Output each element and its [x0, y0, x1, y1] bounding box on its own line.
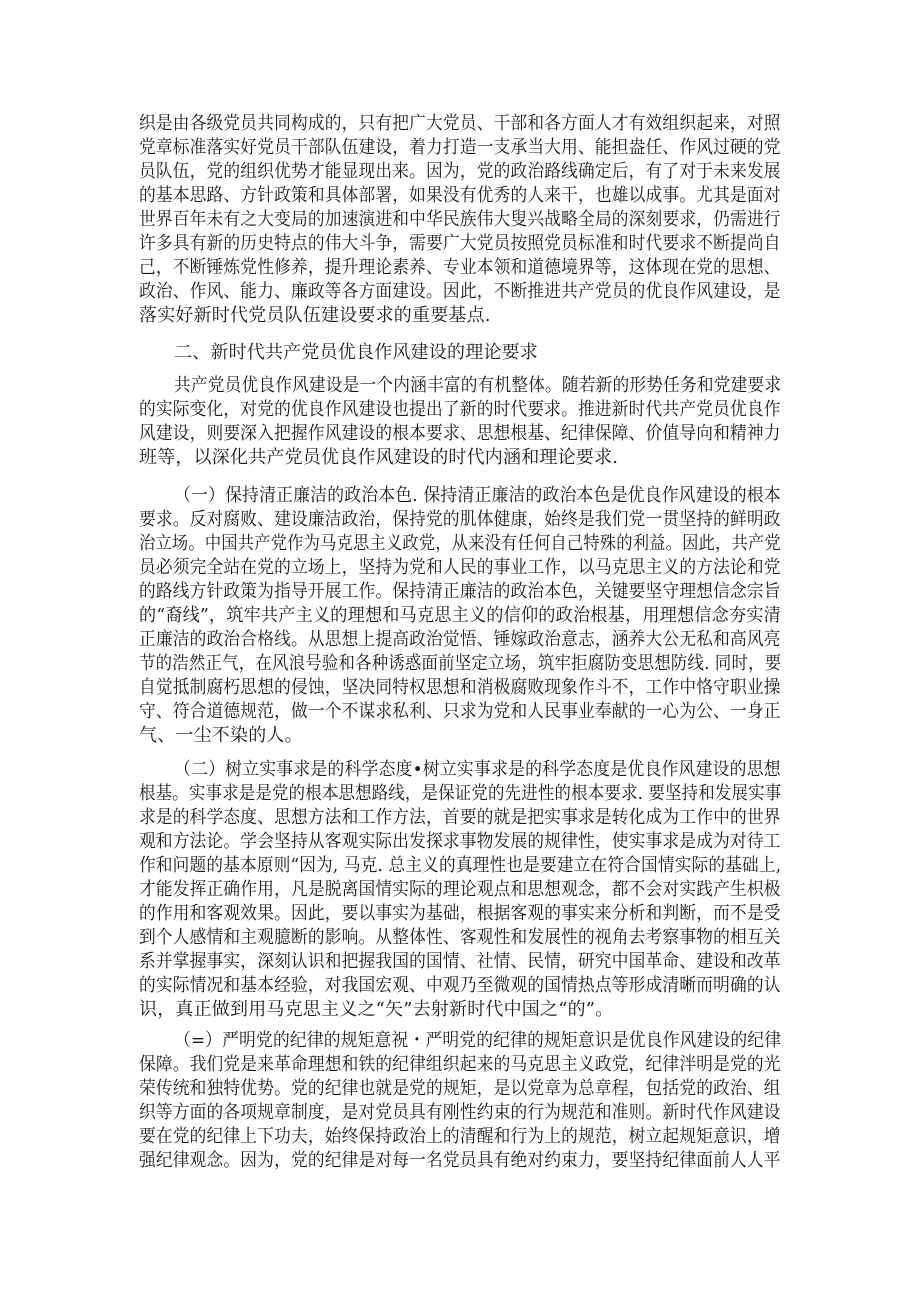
- paragraph-4-line: 根基。实事求是是党的根本思想路线，是保证党的先进性的根本要求. 要坚持和发展实事: [139, 783, 782, 804]
- paragraph-4-line: 的实际情况和基本经验，对我国宏观、中观乃至微观的国情热点等形成清晰而明确的认: [139, 975, 781, 996]
- paragraph-3-line: 的路线方针政策为指导开展工作。保持清正廉洁的政治本色，关键要坚守理想信念宗旨: [139, 581, 781, 602]
- paragraph-1-line: 政治、作风、能力、廉政等各方面建设。因此，不断推进共产党员的优良作风建设，是: [139, 281, 781, 302]
- paragraph-4-line: 系并掌握事实，深刻认识和把握我国的国情、社情、民情，研究中国革命、建设和改革: [139, 951, 781, 972]
- paragraph-1-line: 员队伍，党的组织优势才能显现出来。因为，党的政治路线确定后，有了对于未来发展: [139, 161, 781, 182]
- paragraph-4-line: 才能发挥正确作用，凡是脱离国情实际的理论观点和思想观念，都不会对实践产生枳极: [139, 879, 781, 900]
- paragraph-3-line: 节的浩然正气，在风浪号验和各种诱惑面前坚定立场，筑牢拒腐防变思想防线. 同时，要: [139, 653, 782, 674]
- paragraph-1-line: 落实好新时代党员队伍建设要求的重要基点.: [139, 305, 491, 326]
- paragraph-2-line: 共产党员优良作风建设是一个内涵丰富的有机整体。随若新的形势任务和党建要求: [174, 375, 782, 396]
- paragraph-4-line: 识，真正做到用马克思主义之“矢”去射新时代中国之“的”。: [139, 999, 614, 1020]
- paragraph-3-line: （一）保持清正廉洁的政治本色. 保持清正廉洁的政治本色是优良作风建设的根本: [174, 485, 781, 506]
- section-heading-text: 二、新时代共产党员优良作风建设的理论要求: [174, 342, 538, 363]
- paragraph-3-line: 自觉抵制腐朽思想的侵蚀，坚决同特权思想和消极腐败现象作斗不，工作中恪守职业操: [139, 677, 781, 698]
- paragraph-4-line: 求是的科学态度、思想方法和工作方法，首要的就是把实事求是转化成为工作中的世界: [139, 807, 781, 828]
- paragraph-4-line: 到个人感情和主观臆断的影响。从整体性、客观性和发展性的视角去考察事物的相互关: [139, 927, 781, 948]
- paragraph-2-line: 风建设，则要深入把握作风建设的根本要求、思想根基、纪律保障、价值导向和精神力: [139, 423, 781, 444]
- paragraph-5-line: 织等方面的各项规章制度，是对党员具有刚性约束的行为规范和准则。新时代作风建设: [139, 1102, 781, 1123]
- paragraph-1-line: 许多具有新的历史特点的伟大斗争，需要广大党员按照党员标准和时代要求不断提尚自: [139, 233, 781, 254]
- paragraph-1-line: 世界百年未有之大变局的加速演进和中华民族伟大叟兴战略全局的深刻要求，仍需进行: [139, 209, 781, 230]
- paragraph-1-line: 织是由各级党员共同构成的，只有把广大党员、干部和各方面人才有效组织起来，对照: [139, 113, 781, 134]
- paragraph-4-line: （二）树立实事求是的科学态度•树立实事求是的科学态度是优良作风建设的思想: [174, 759, 781, 780]
- paragraph-3-line: 员必须完全站在党的立场上，坚持为党和人民的事业工作，以马克思主义的方法论和党: [139, 557, 781, 578]
- paragraph-5-line: （=）严明党的纪律的规矩意祝・严明党的纪律的规矩意识是优良作风建设的纪律: [174, 1030, 782, 1051]
- paragraph-1-line: 的基本思路、方针政策和具体部署，如果没有优秀的人来干，也雄以成事。尤其是面对: [139, 185, 781, 206]
- paragraph-4-line: 观和方法论。学会坚持从客观实际出发探求事物发展的规律性，使实事求是成为对待工: [139, 831, 781, 852]
- paragraph-2-line: 的实际变化，对党的优良作风建设也提出了新的时代要求。推进新时代共产党员优良作: [139, 399, 781, 420]
- paragraph-2-line: 班等，以深化共产党员优良作风建设的时代内涵和理论要求.: [139, 447, 619, 468]
- paragraph-3-line: 的“裔线”，筑牢共产主义的理想和马克思主义的信仰的政治根基，用理想信念夯实清: [139, 605, 782, 626]
- paragraph-3-line: 要求。反对腐败、建设廉洁政治，保持党的肌体健康，始终是我们党一贯坚持的鲜明政: [139, 509, 781, 530]
- paragraph-4-line: 作和问题的基本原则“因为, 马克. 总主义的真理性也是要建立在符合国情实际的基础上,: [139, 855, 782, 876]
- paragraph-3-line: 治立场。中国共产党作为马克思主义政党，从来没有任何自己特殊的利益。因此，共产党: [139, 533, 781, 554]
- paragraph-1-line: 党章标准落实好党员干部队伍建设，着力打造一支承当大用、能担盎任、作风过硬的党: [139, 137, 781, 158]
- paragraph-5-line: 要在党的纪律上下功夫，始终保持政治上的清醒和行为上的规范，树立起规矩意识，增: [139, 1126, 781, 1147]
- paragraph-3-line: 气、一尘不染的人。: [139, 725, 303, 746]
- paragraph-1-line: 己，不断锤炼党性修养，提升理论素养、专业本领和道德境界等，这体现在党的思想、: [139, 257, 781, 278]
- paragraph-3-line: 守、符合道德规范，做一个不谋求私利、只求为党和人民事业奉献的一心为公、一身正: [139, 701, 781, 722]
- paragraph-3-line: 正廉洁的政治合格线。从思想上提高政治觉悟、锤嫁政治意志，涵养大公无私和高风亮: [139, 629, 781, 650]
- paragraph-4-line: 的作用和客观效果。因此，要以事实为基础，根据客观的事实来分析和判断，而不是受: [139, 903, 781, 924]
- paragraph-5-line: 强纪律观念。因为，党的纪律是对每一名党员具有绝对约束力，要坚持纪律面前人人平: [139, 1150, 781, 1171]
- paragraph-5-line: 荣传统和独特优势。党的纪律也就是党的规矩，是以党章为总章程，包括党的政治、组: [139, 1078, 781, 1099]
- paragraph-5-line: 保障。我们党是来革命理想和铁的纪律组织起来的马克思主义政党，纪律泮明是党的光: [139, 1054, 781, 1075]
